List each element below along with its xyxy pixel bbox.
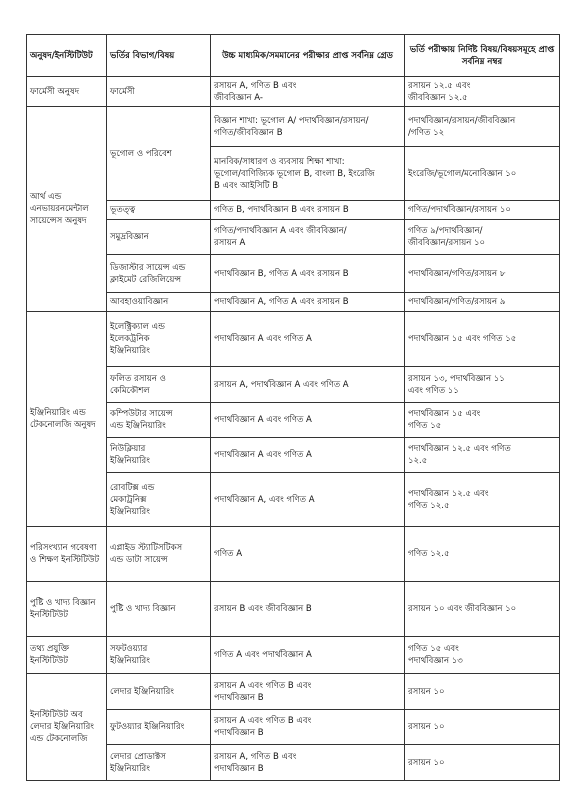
grade-cell: পদার্থবিজ্ঞান A এবং গণিত A: [211, 403, 405, 438]
department-cell: সমুদ্রবিজ্ঞান: [107, 220, 211, 255]
department-cell: ভূগোল ও পরিবেশ: [107, 107, 211, 201]
department-cell: ফলিত রসায়ন ও কেমিকৌশল: [107, 367, 211, 403]
department-cell: এপ্লাইড স্ট্যাটিসটিকস এন্ড ডাটা সায়েন্স: [107, 527, 211, 582]
grade-cell: রসায়ন A, গণিত B এবং জীববিজ্ঞান A-: [211, 77, 405, 107]
department-cell: ডিজাস্টার সায়েন্স এন্ড ক্লাইমেট রেজিলিয়েন্স: [107, 255, 211, 293]
faculty-cell: ইনস্টিটিউট অব লেদার ইঞ্জিনিয়ারিং এন্ড টেকনোলজি: [27, 674, 107, 781]
table-row: [27, 674, 560, 710]
header-department: ভর্তির বিভাগ/বিষয়: [107, 35, 211, 77]
marks-cell: রসায়ন ১০: [405, 745, 560, 781]
department-cell: ইলেক্ট্রিক্যাল এন্ড ইলেকট্রনিক ইঞ্জিনিয়ারিং: [107, 312, 211, 367]
grade-cell: রসায়ন B এবং জীববিজ্ঞান B: [211, 582, 405, 637]
marks-cell: গণিত ১২.৫: [405, 527, 560, 582]
table-row: [27, 293, 560, 312]
grade-cell: পদার্থবিজ্ঞান A, গণিত A এবং রসায়ন B: [211, 293, 405, 312]
department-cell: পুষ্টি ও খাদ্য বিজ্ঞান: [107, 582, 211, 637]
table-row: [27, 403, 560, 438]
table-row: [27, 745, 560, 781]
table-row: [27, 367, 560, 403]
marks-cell: পদার্থবিজ্ঞান ১৫ এবং গণিত ১৫: [405, 312, 560, 367]
department-cell: রোবটিক্স এন্ড মেকাট্রনিক্স ইঞ্জিনিয়ারিং: [107, 473, 211, 527]
table-row: [27, 255, 560, 293]
grade-cell: রসায়ন A, গণিত B এবং পদার্থবিজ্ঞান B: [211, 745, 405, 781]
department-cell: ফার্মেসী: [107, 77, 211, 107]
grade-cell: পদার্থবিজ্ঞান A এবং গণিত A: [211, 438, 405, 473]
department-cell: ভূতত্ত্ব: [107, 201, 211, 220]
marks-cell: রসায়ন ১০: [405, 710, 560, 745]
faculty-cell: তথ্য প্রযুক্তি ইনস্টিটিউট: [27, 637, 107, 674]
grade-cell: গণিত/পদার্থবিজ্ঞান A এবং জীববিজ্ঞান/ রসায়ন A: [211, 220, 405, 255]
department-cell: ফুটওয়্যার ইঞ্জিনিয়ারিং: [107, 710, 211, 745]
department-cell: কম্পিউটার সায়েন্স এন্ড ইঞ্জিনিয়ারিং: [107, 403, 211, 438]
marks-cell: গণিত/পদার্থবিজ্ঞান/রসায়ন ১০: [405, 201, 560, 220]
faculty-cell: ফার্মেসী অনুষদ: [27, 77, 107, 107]
marks-cell: পদার্থবিজ্ঞান/গণিত/রসায়ন ৮: [405, 255, 560, 293]
grade-cell: রসায়ন A, পদার্থবিজ্ঞান A এবং গণিত A: [211, 367, 405, 403]
grade-cell: পদার্থবিজ্ঞান B, গণিত A এবং রসায়ন B: [211, 255, 405, 293]
department-cell: লেদার প্রোডাক্টস ইঞ্জিনিয়ারিং: [107, 745, 211, 781]
table-row: [27, 220, 560, 255]
marks-cell: পদার্থবিজ্ঞান ১২.৫ এবং গণিত ১২.৫: [405, 473, 560, 527]
table-row: [27, 710, 560, 745]
grade-cell: মানবিক/সাধারণ ও ব্যবসায় শিক্ষা শাখা: ভূগোল/বাণিজ্যিক ভূগোল B, বাংলা B, ইংরেজি B এবং আইসিটি B: [211, 147, 405, 201]
department-cell: আবহাওয়াবিজ্ঞান: [107, 293, 211, 312]
grade-cell: রসায়ন A এবং গণিত B এবং পদার্থবিজ্ঞান B: [211, 674, 405, 710]
department-cell: লেদার ইঞ্জিনিয়ারিং: [107, 674, 211, 710]
faculty-cell: পরিসংখ্যান গবেষণা ও শিক্ষণ ইনস্টিটিউট: [27, 527, 107, 582]
marks-cell: পদার্থবিজ্ঞান/গণিত/রসায়ন ৯: [405, 293, 560, 312]
grade-cell: রসায়ন A এবং গণিত B এবং পদার্থবিজ্ঞান B: [211, 710, 405, 745]
table-row: [27, 582, 560, 637]
department-cell: নিউক্লিয়ার ইঞ্জিনিয়ারিং: [107, 438, 211, 473]
table-row: [27, 107, 560, 147]
table-row: [27, 473, 560, 527]
marks-cell: ইংরেজি/ভূগোল/মনোবিজ্ঞান ১০: [405, 147, 560, 201]
header-hsc-grade: উচ্চ মাধ্যমিক/সমমানের পরীক্ষার প্রাপ্ত সর্বনিম্ন গ্রেড: [211, 35, 405, 77]
table-row: [27, 637, 560, 674]
marks-cell: পদার্থবিজ্ঞান ১২.৫ এবং গণিত ১২.৫: [405, 438, 560, 473]
table-row: [27, 438, 560, 473]
admission-requirements-table: [26, 34, 560, 781]
grade-cell: পদার্থবিজ্ঞান A এবং গণিত A: [211, 312, 405, 367]
marks-cell: রসায়ন ১০ এবং জীববিজ্ঞান ১০: [405, 582, 560, 637]
faculty-cell: ইঞ্জিনিয়ারিং এন্ড টেকনোলজি অনুষদ: [27, 312, 107, 527]
marks-cell: রসায়ন ১০: [405, 674, 560, 710]
grade-cell: বিজ্ঞান শাখা: ভূগোল A/ পদার্থবিজ্ঞান/রসায়ন/ গণিত/জীববিজ্ঞান B: [211, 107, 405, 147]
table-row: [27, 77, 560, 107]
marks-cell: রসায়ন ১২.৫ এবং জীববিজ্ঞান ১২.৫: [405, 77, 560, 107]
faculty-cell: পুষ্টি ও খাদ্য বিজ্ঞান ইনস্টিটিউট: [27, 582, 107, 637]
marks-cell: গণিত ১৫ এবং পদার্থবিজ্ঞান ১৩: [405, 637, 560, 674]
grade-cell: গণিত B, পদার্থবিজ্ঞান B এবং রসায়ন B: [211, 201, 405, 220]
grade-cell: পদার্থবিজ্ঞান A, এবং গণিত A: [211, 473, 405, 527]
header-faculty: অনুষদ/ইনস্টিটিউট: [27, 35, 107, 77]
faculty-cell: আর্থ এন্ড এনভায়রনমেন্টাল সায়েন্সেস অনুষদ: [27, 107, 107, 312]
department-cell: সফটওয়্যার ইঞ্জিনিয়ারিং: [107, 637, 211, 674]
marks-cell: পদার্থবিজ্ঞান ১৫ এবং গণিত ১৫: [405, 403, 560, 438]
marks-cell: গণিত ৯/পদার্থবিজ্ঞান/ জীববিজ্ঞান/রসায়ন ১০: [405, 220, 560, 255]
grade-cell: গণিত A এবং পদার্থবিজ্ঞান A: [211, 637, 405, 674]
grade-cell: গণিত A: [211, 527, 405, 582]
table-row: [27, 201, 560, 220]
header-admission-subjects: ভর্তি পরীক্ষায় নির্দিষ্ট বিষয়/বিষয়সমূহে প্রাপ্ত সর্বনিম্ন নম্বর: [405, 35, 560, 77]
marks-cell: রসায়ন ১৩, পদার্থবিজ্ঞান ১১ এবং গণিত ১১: [405, 367, 560, 403]
table-row: [27, 312, 560, 367]
marks-cell: পদার্থবিজ্ঞান/রসায়ন/জীববিজ্ঞান /গণিত ১২: [405, 107, 560, 147]
table-row: [27, 527, 560, 582]
